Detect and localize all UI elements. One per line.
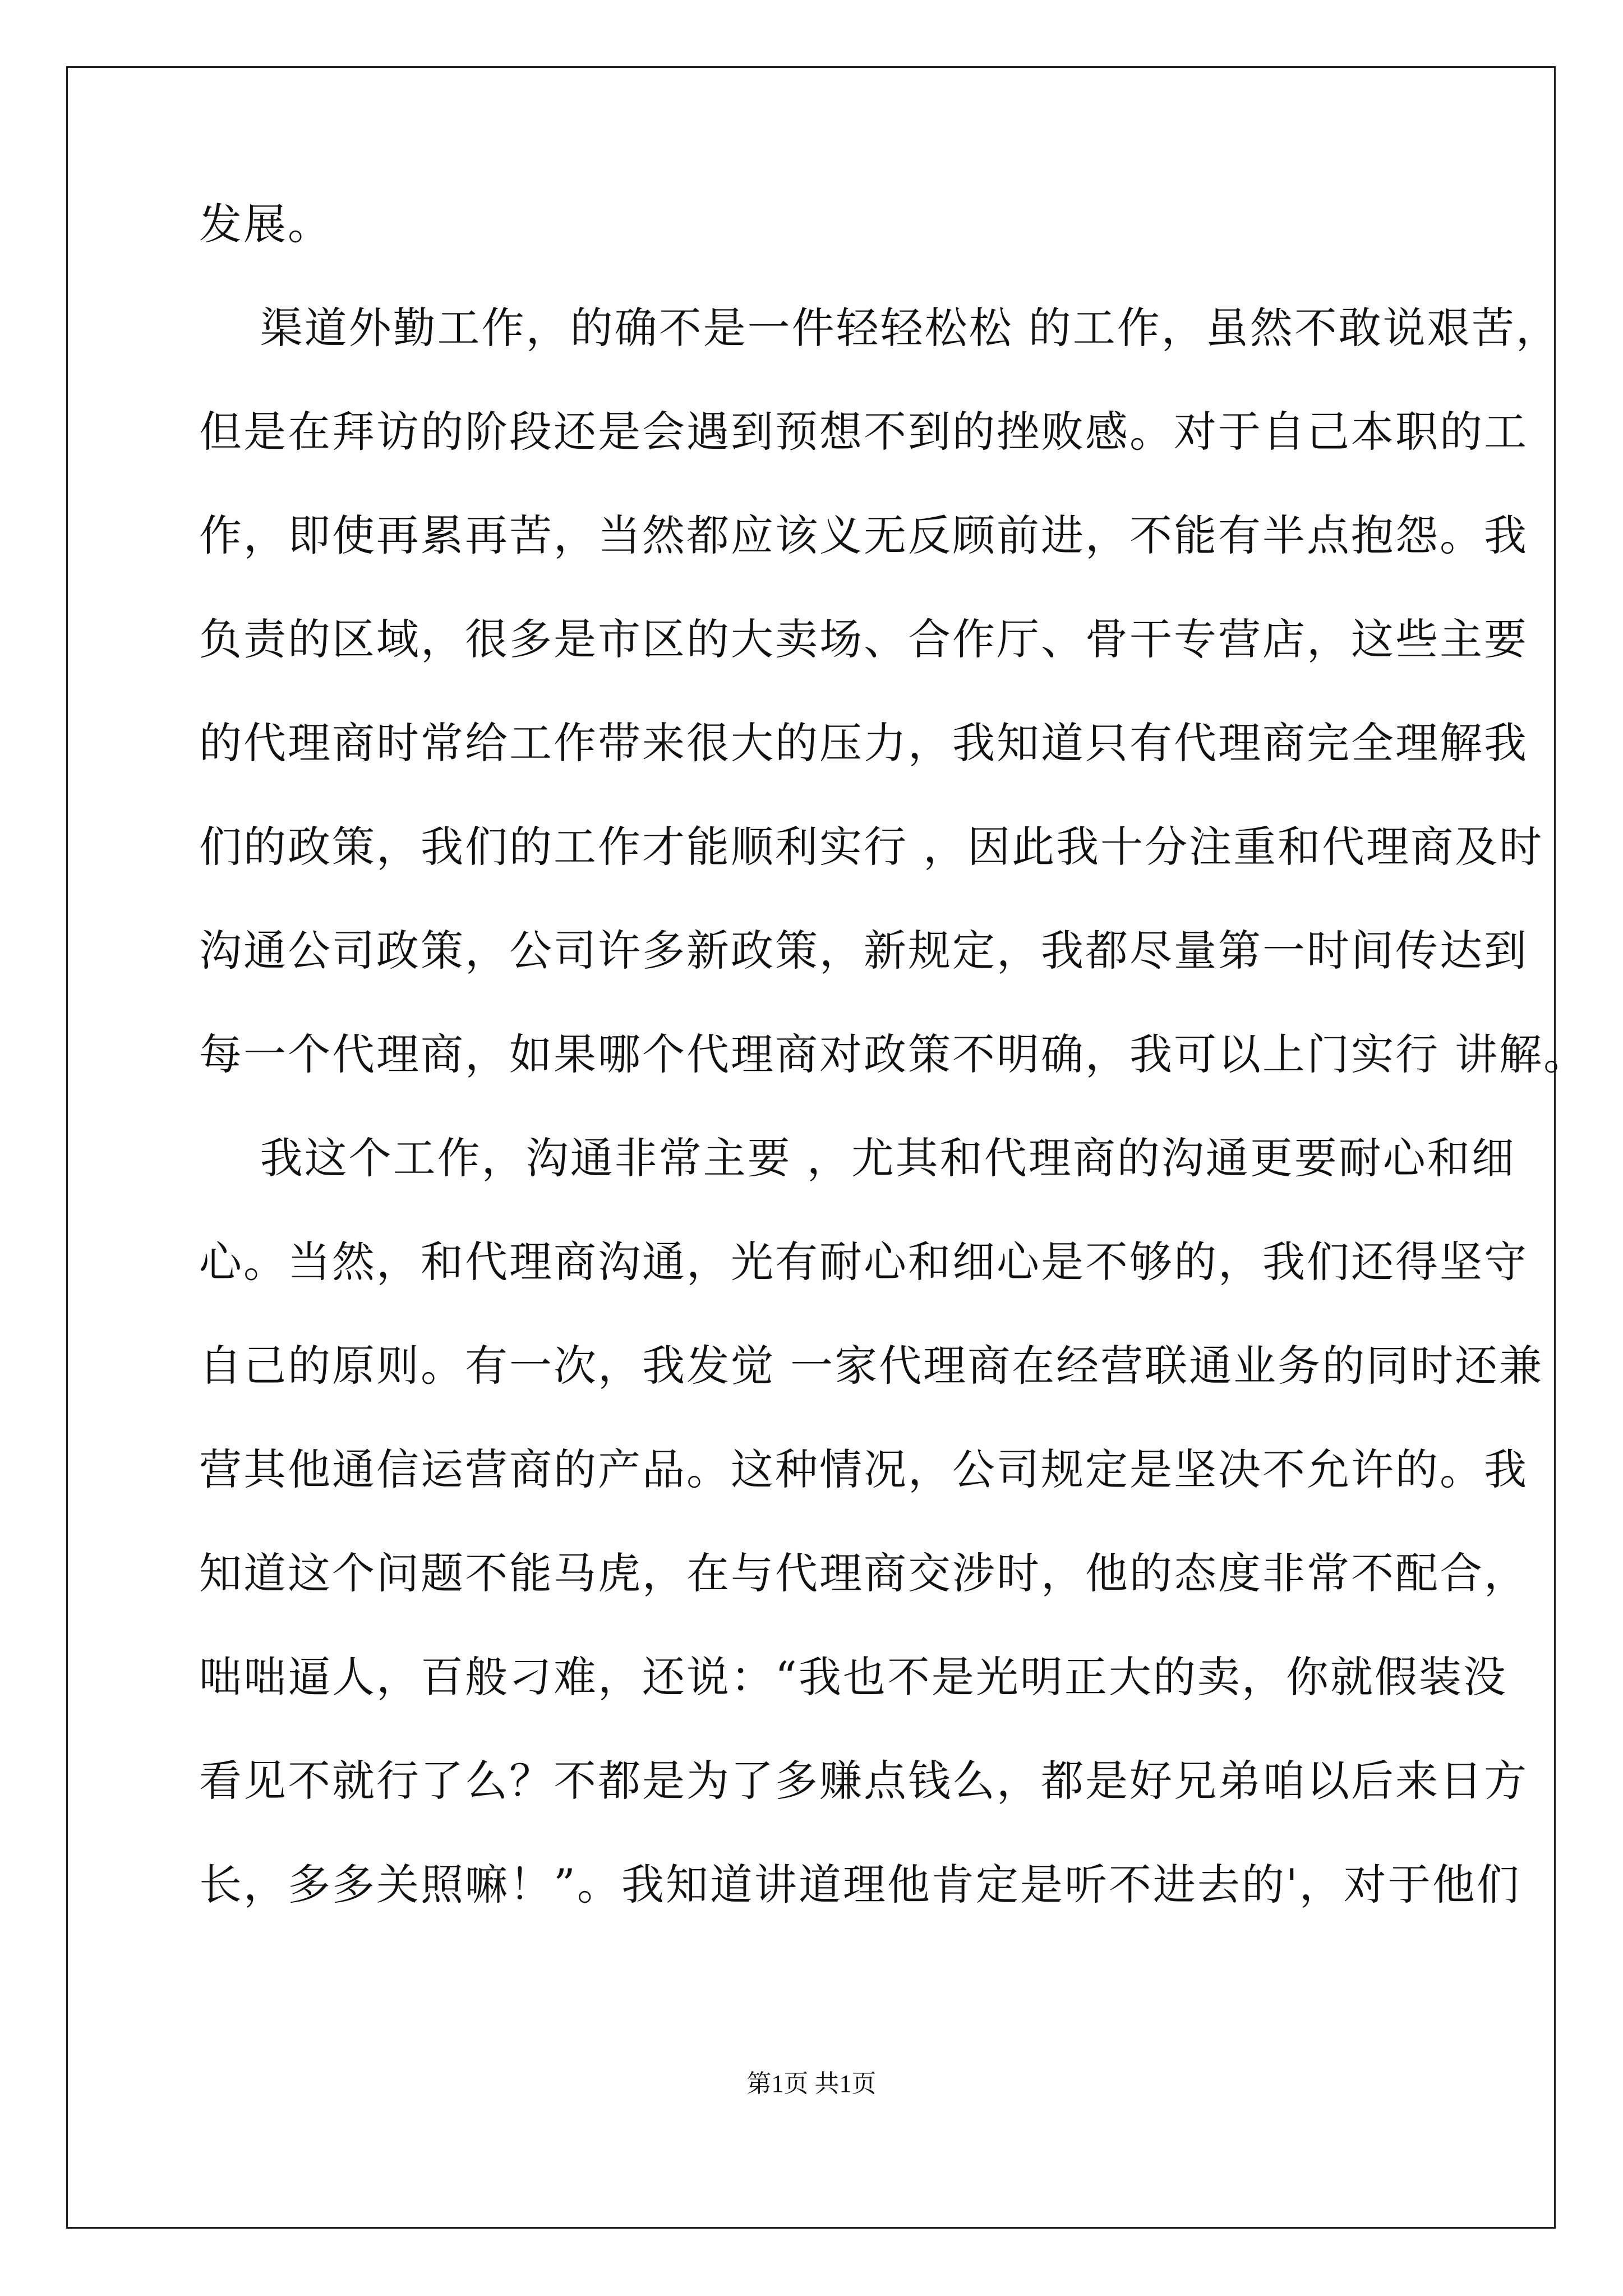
text-line: 知道这个问题不能马虎，在与代理商交涉时，他的态度非常不配合， xyxy=(199,1548,1528,1598)
text-line: 沟通公司政策，公司许多新政策，新规定，我都尽量第一时间传达到 xyxy=(199,926,1528,976)
text-line: 看见不就行了么？不都是为了多赚点钱么，都是好兄弟咱以后来日方 xyxy=(199,1756,1528,1806)
text-line: 负责的区域，很多是市区的大卖场、合作厅、骨干专营店，这些主要 xyxy=(199,614,1528,664)
text-line: 营其他通信运营商的产品。这种情况，公司规定是坚决不允许的。我 xyxy=(199,1444,1528,1494)
text-line: 心。当然，和代理商沟通，光有耐心和细心是不够的，我们还得坚守 xyxy=(199,1237,1528,1287)
text-line: 长，多多关照嘛！”。我知道讲道理他肯定是听不进去的'，对于他们 xyxy=(199,1860,1521,1910)
page-number-footer: 第1页 共1页 xyxy=(746,2070,877,2097)
text-line: 每一个代理商，如果哪个代理商对政策不明确，我可以上门实行 讲解。 xyxy=(199,1029,1588,1079)
text-line: 自己的原则。有一次，我发觉 一家代理商在经营联通业务的同时还兼 xyxy=(199,1341,1544,1391)
text-line: 发展。 xyxy=(199,199,332,249)
text-line: 们的政策，我们的工作才能顺利实行 ，因此我十分注重和代理商及时 xyxy=(199,822,1544,872)
text-line: 但是在拜访的阶段还是会遇到预想不到的挫败感。对于自己本职的工 xyxy=(199,407,1528,457)
text-line: 作，即使再累再苦，当然都应该义无反顾前进，不能有半点抱怨。我 xyxy=(199,510,1528,560)
text-line: 渠道外勤工作，的确不是一件轻轻松松 的工作，虽然不敢说艰苦， xyxy=(199,303,1560,353)
text-line: 我这个工作，沟通非常主要 ，尤其和代理商的沟通更要耐心和细 xyxy=(199,1133,1516,1183)
text-line: 的代理商时常给工作带来很大的压力，我知道只有代理商完全理解我 xyxy=(199,718,1528,768)
text-line: 咄咄逼人，百般刁难，还说：“我也不是光明正大的卖，你就假装没 xyxy=(199,1652,1507,1702)
